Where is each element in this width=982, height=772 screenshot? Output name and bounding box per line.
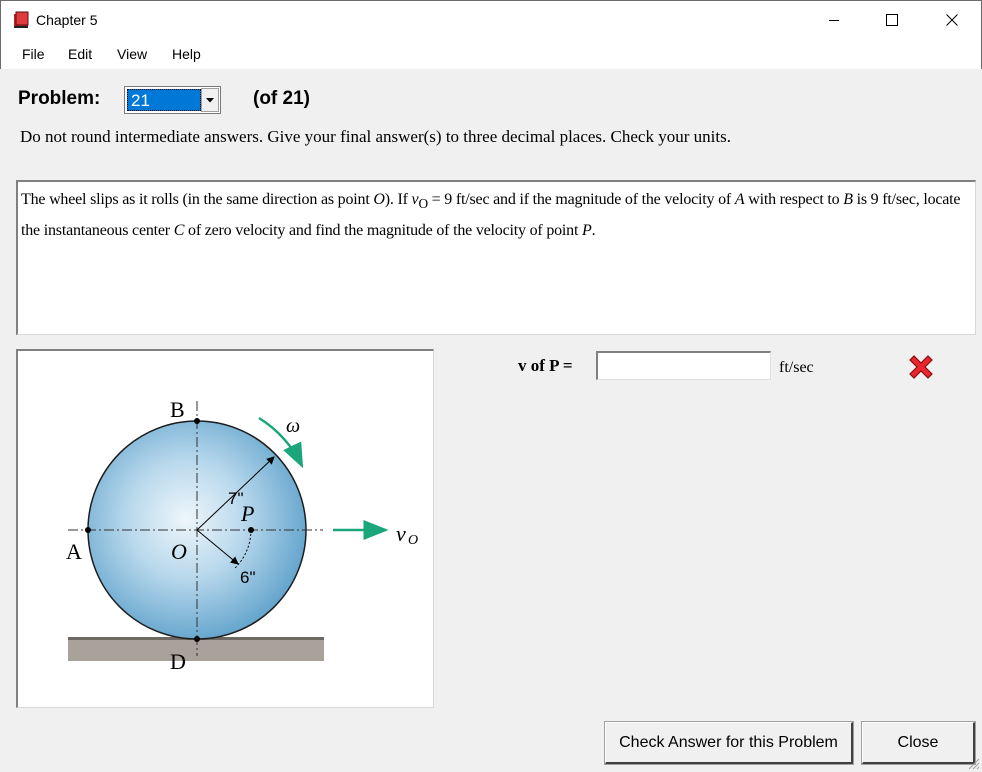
app-book-icon — [12, 11, 30, 29]
menu-view[interactable]: View — [117, 46, 148, 62]
menu-bar — [0, 38, 982, 69]
label-p: P — [241, 501, 255, 526]
problem-label: Problem: — [18, 88, 101, 109]
problem-statement — [16, 180, 976, 335]
statement-point-a: A — [734, 191, 745, 208]
menu-edit[interactable]: Edit — [68, 46, 93, 62]
maximize-button[interactable] — [863, 1, 921, 39]
wheel-diagram — [18, 351, 434, 708]
resize-grip-icon[interactable] — [966, 756, 980, 770]
statement-v-symbol: v — [411, 191, 419, 208]
incorrect-x-icon — [905, 351, 937, 383]
answer-label: v of P = — [518, 356, 573, 375]
window-title: Chapter 5 — [36, 12, 98, 28]
statement-point-b: B — [843, 191, 853, 208]
statement-point-p: P — [582, 222, 592, 240]
label-7in: 7" — [228, 489, 244, 508]
statement-text-3: = 9 ft/sec and if the magnitude of the velocity of — [427, 191, 735, 208]
point-b-dot — [194, 418, 200, 424]
menu-file[interactable]: File — [22, 46, 45, 62]
label-omega: ω — [286, 415, 301, 437]
minimize-button[interactable] — [805, 1, 863, 39]
menu-help[interactable]: Help — [172, 46, 201, 62]
label-o: O — [171, 539, 187, 564]
statement-text-2: ). If — [384, 191, 412, 208]
point-a-dot — [85, 527, 91, 533]
problem-selected-value: 21 — [127, 89, 201, 111]
problem-count: (of 21) — [253, 88, 310, 109]
close-icon — [946, 14, 958, 26]
instructions-text: Do not round intermediate answers. Give your final answer(s) to three decimal places. Check your units. — [20, 127, 731, 146]
label-a: A — [66, 539, 82, 564]
title-bar — [0, 0, 982, 38]
label-6in: 6" — [240, 568, 256, 587]
answer-unit: ft/sec — [779, 359, 814, 376]
statement-text-6: of zero velocity and find the magnitude of the velocity of point — [184, 222, 583, 240]
problem-dropdown[interactable] — [124, 86, 221, 114]
label-b: B — [170, 397, 185, 422]
ground-surface — [68, 639, 324, 661]
statement-point-o: O — [373, 191, 385, 208]
statement-point-c: C — [173, 222, 185, 240]
close-button[interactable]: Close — [862, 722, 975, 764]
statement-text-4: with respect to — [744, 191, 844, 208]
statement-text-7: . — [591, 222, 596, 240]
label-v: v — [396, 521, 406, 546]
velocity-p-input[interactable] — [596, 351, 771, 380]
label-d: D — [170, 649, 186, 674]
chevron-down-icon — [206, 98, 214, 103]
check-answer-button[interactable]: Check Answer for this Problem — [605, 722, 853, 764]
point-d-dot — [194, 636, 200, 642]
window-close-button[interactable] — [923, 1, 981, 39]
statement-v-subscript: O — [418, 196, 428, 212]
problem-figure — [16, 349, 434, 708]
statement-text-5: is 9 ft/sec, locate the instantaneous center — [21, 191, 961, 240]
dropdown-arrow-button[interactable] — [201, 88, 219, 112]
label-v-subscript: O — [408, 533, 419, 548]
point-p-dot — [248, 527, 254, 533]
minimize-icon — [828, 14, 840, 26]
statement-text-1: The wheel slips as it rolls (in the same direction as point — [21, 191, 374, 208]
maximize-icon — [886, 14, 898, 26]
